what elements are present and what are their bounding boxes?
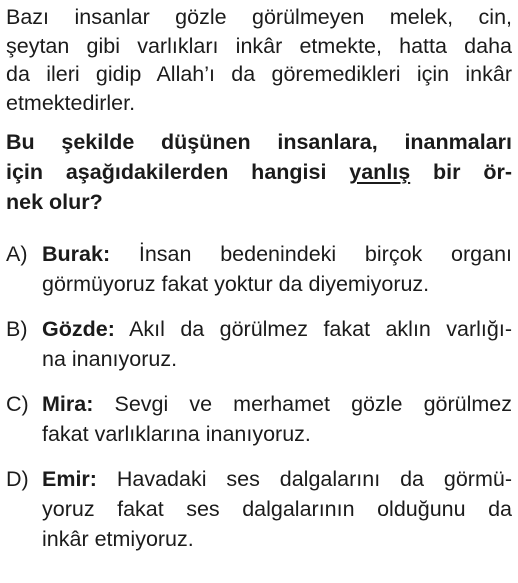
option-line [42,389,512,419]
option-letter: D) [6,467,29,491]
option-letter: C) [6,392,29,416]
option-text: İnsan bedenindeki birçok organı [110,242,512,266]
question-prompt [6,127,512,217]
option-line: görmüyoruz fakat yoktur da diyemiyoruz. [42,272,430,296]
option-letter: B) [6,317,28,341]
option-line: na inanıyoruz. [42,347,178,371]
prompt-line: nek olur? [6,190,103,214]
stem-line: Bazı insanlar gözle görülmeyen melek, cin, [6,5,512,29]
prompt-line: Bu şekilde düşünen insanlara, inanmaları [6,130,512,154]
option-line: fakat varlıklarına inanıyoruz. [42,422,311,446]
negative-keyword: yanlış [349,160,411,184]
prompt-line [6,157,512,187]
question-stem [6,3,512,117]
option-line: inkâr etmiyoruz. [42,527,194,551]
prompt-text: için aşağıdakilerden hangisi [6,160,350,184]
option-text: Havadaki ses dalgalarını da görmü- [96,467,512,491]
option-person-name: Burak: [42,242,111,266]
option-person-name: Gözde: [42,317,115,341]
option-text: Sevgi ve merhamet gözle görülmez [93,392,512,416]
option-line [42,239,512,269]
stem-line: etmektedirler. [6,90,136,115]
option-line [42,464,512,494]
option-person-name: Mira: [42,392,94,416]
answer-options [6,239,512,554]
option-line: yoruz fakat ses dalgalarının olduğunu da [42,497,512,521]
option-d[interactable] [6,464,512,554]
stem-line: şeytan gibi varlıkları inkâr etmekte, hatta daha [6,33,512,58]
option-c[interactable] [6,389,512,449]
prompt-text: bir ör- [410,160,512,184]
option-b[interactable] [6,314,512,374]
option-person-name: Emir: [42,467,97,491]
option-text: Akıl da görülmez fakat aklın varlığı- [114,317,512,341]
stem-line: da ileri gidip Allah’ı da göremedikleri için inkâr [6,62,512,86]
option-letter: A) [6,242,28,266]
option-a[interactable] [6,239,512,299]
option-line [42,314,512,344]
